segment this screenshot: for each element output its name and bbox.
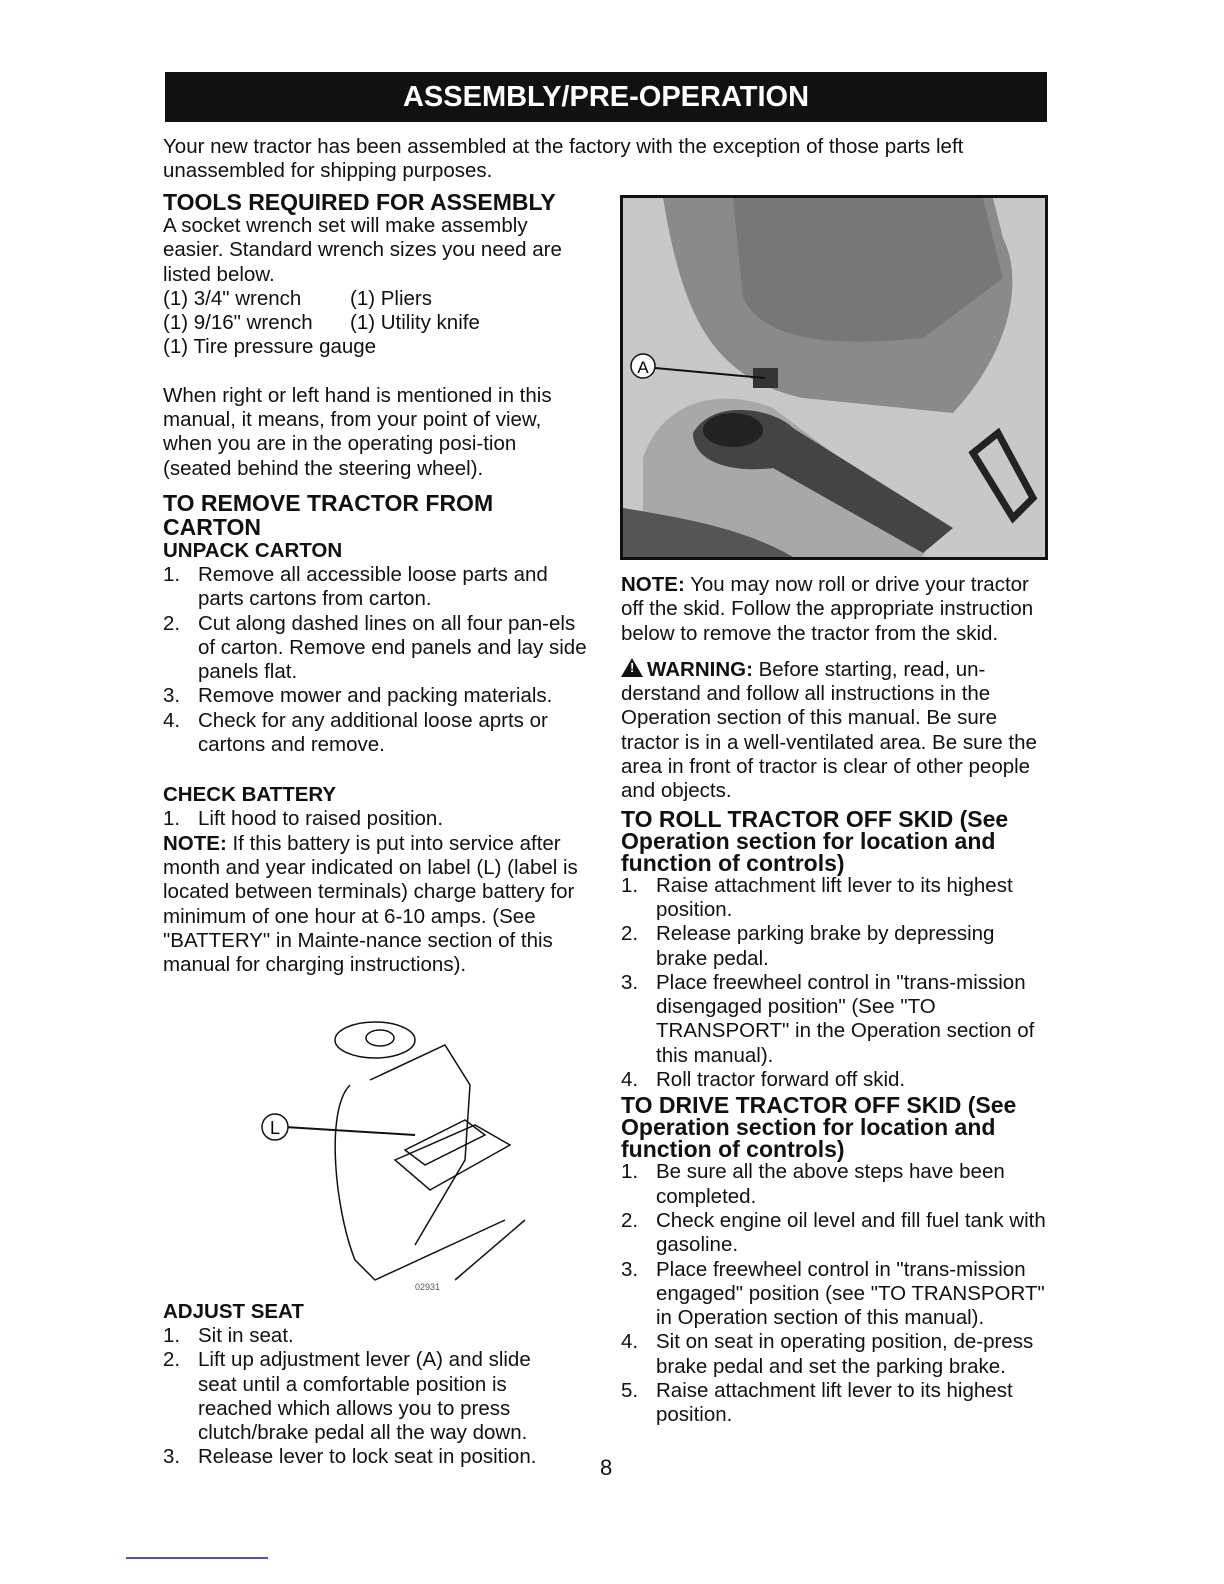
list-item: 1. Remove all accessible loose parts and parts cartons from carton. (163, 562, 548, 611)
callout-label: A (637, 358, 649, 377)
list-item: 5. Raise attachment lift lever to its highest position. (621, 1379, 1013, 1427)
drive-heading: TO DRIVE TRACTOR OFF SKID (See Operation section for location and function of controls) (621, 1092, 1017, 1163)
list-item: 3. Place freewheel control in "trans-mission engaged" position (see "TO TRANSPORT" in Operation section of this manual). (621, 1257, 1045, 1330)
battery-heading: CHECK BATTERY (163, 783, 337, 807)
tool-item: (1) Tire pressure gauge (163, 335, 377, 359)
left-column (163, 188, 593, 977)
roll-heading: TO ROLL TRACTOR OFF SKID (See Operation section for location and function of controls) (621, 805, 1009, 876)
roll-steps (621, 874, 1051, 1093)
seat-illustration (620, 195, 1048, 560)
list-item: 2. Cut along dashed lines on all four pan-els of carton. Remove end panels and lay side panels flat. (163, 611, 587, 684)
remove-heading: TO REMOVE TRACTOR FROM CARTON (163, 489, 494, 540)
figure-code: 02931 (415, 1282, 441, 1292)
section-banner: ASSEMBLY/PRE-OPERATION (165, 72, 1047, 122)
seat-heading: ADJUST SEAT (163, 1300, 304, 1323)
unpack-heading: UNPACK CARTON (163, 538, 343, 562)
right-column (621, 573, 1051, 1428)
list-item: 1. Raise attachment lift lever to its highest position. (621, 873, 1013, 921)
list-item: 3. Remove mower and packing materials. (163, 684, 553, 708)
list-item: 1. Be sure all the above steps have been completed. (621, 1160, 1005, 1208)
list-item: 2. Lift up adjustment lever (A) and slide seat until a comfortable position is reached which allows you to press clutch/brake pedal all the way down. (163, 1348, 531, 1445)
callout-label: L (269, 1118, 281, 1138)
tool-item: (1) Pliers (350, 286, 433, 310)
list-item: 4. Check for any additional loose aprts or cartons and remove. (163, 708, 548, 757)
skid-note: NOTE: You may now roll or drive your tractor off the skid. Follow the appropriate instruction below to remove the tractor from the skid. (621, 573, 1034, 645)
drive-steps (621, 1160, 1046, 1427)
intro-text: Your new tractor has been assembled at the factory with the exception of those parts left unassembled for shipping purposes. (163, 135, 964, 183)
warning-icon: ! (621, 658, 643, 677)
battery-illustration (255, 1010, 535, 1300)
list-item: 2. Check engine oil level and fill fuel tank with gasoline. (621, 1208, 1046, 1257)
tool-item: (1) Utility knife (350, 311, 480, 335)
list-item: 2. Release parking brake by depressing brake pedal. (621, 922, 995, 970)
adjust-seat-section (163, 1300, 593, 1470)
list-item: 3. Release lever to lock seat in position. (163, 1445, 537, 1469)
list-item: 4. Sit on seat in operating position, de-press brake pedal and set the parking brake. (621, 1330, 1034, 1378)
battery-steps (163, 807, 593, 831)
tools-list (163, 287, 593, 360)
list-item: 1. Lift hood to raised position. (163, 807, 444, 831)
battery-note: NOTE: If this battery is put into service after month and year indicated on label (L) (label is located between terminals) charge battery for minimum of one hour at 6-10 amps. (See "BATTERY" in Mainte-nance section of this manual for charging instructions). (163, 831, 578, 977)
unpack-steps (163, 563, 593, 757)
tool-item: (1) 9/16" wrench (163, 311, 313, 335)
warning-text: ! WARNING: Before starting, read, un-derstand and follow all instructions in the Operation section of this manual. Be sure tractor is in a well-ventilated area. Be sure the area in front of tractor is clear of other people and objects. (621, 657, 1037, 803)
page-number: 8 (600, 1455, 613, 1480)
tools-text: A socket wrench set will make assembly easier. Standard wrench sizes you need are listed below. (163, 214, 562, 286)
hand-note: When right or left hand is mentioned in this manual, it means, from your point of view, when you are in the operating posi-tion (seated behind the steering wheel). (163, 383, 552, 480)
callout-leader (285, 1127, 415, 1135)
seat-steps (163, 1324, 573, 1470)
tool-item: (1) 3/4" wrench (163, 286, 302, 310)
list-item: 4. Roll tractor forward off skid. (621, 1068, 906, 1092)
list-item: 1. Sit in seat. (163, 1324, 294, 1347)
list-item: 3. Place freewheel control in "trans-mission disengaged position" (See "TO TRANSPORT" in the Operation section of this manual). (621, 970, 1035, 1067)
tools-heading: TOOLS REQUIRED FOR ASSEMBLY (163, 189, 556, 215)
footer-rule (126, 1557, 268, 1559)
